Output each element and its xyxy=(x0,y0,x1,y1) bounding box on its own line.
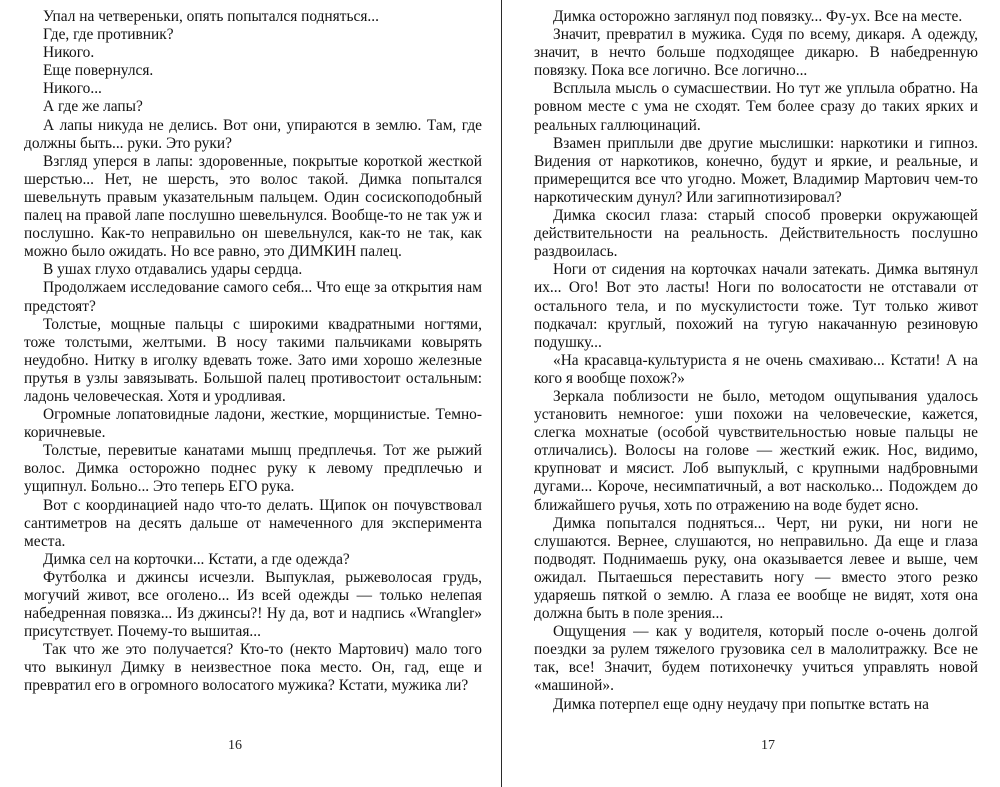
paragraph: А где же лапы? xyxy=(43,98,143,116)
paragraph: В ушах глухо отдавались удары сердца. xyxy=(43,261,303,279)
paragraph: Продолжаем исследование самого себя... Что еще за открытия нам предстоят? xyxy=(24,279,482,315)
paragraph: Всплыла мысль о сумасшествии. Но тут же уплыла обратно. На ровном месте с ума не сходят. Тем более сразу до таких ярких и реальных галлюцинаций. xyxy=(534,80,978,134)
paragraph: А лапы никуда не делись. Вот они, упираются в землю. Там, где должны быть... руки. Это руки? xyxy=(24,116,482,152)
page-number-left: 16 xyxy=(228,738,242,753)
right-page-body xyxy=(534,8,978,714)
paragraph: Огромные лопатовидные ладони, жесткие, морщинистые. Темно-коричневые. xyxy=(24,406,482,442)
paragraph: Зеркала поблизости не было, методом ощупывания удалось установить немногое: уши похожи на человеческие, кажется, слегка мохнатые (особой чувствительностью новые пальцы не отличались). Волосы на голове — жесткий ежик. Нос, видимо, крупноват и мясист. Лоб выпуклый, с крупными надбровными дугами... Короче, несимпатичный, а вот насколько... Подождем до ближайшего ручья, хоть по отражению на воде будет ясно. xyxy=(534,387,978,514)
paragraph: Так что же это получается? Кто-то (некто Мартович) мало того что выкинул Димку в неизвестное пока место. Он, гад, еще и превратил его в огромного волосатого мужика? Кстати, мужика ли? xyxy=(24,641,482,695)
paragraph: Никого. xyxy=(43,44,95,62)
paragraph: Взгляд уперся в лапы: здоровенные, покрытые короткой жесткой шерстью... Нет, не шерсть, это волос такой. Димка попытался шевельнуть правым указательным пальцем. Один сосископодобный палец на правой лапе послушно шевельнулся. Вообще-то не так уж и послушно. Как-то неправильно он шевельнулся, как-то не так, как можно было ожидать. Но все равно, это ДИМКИН палец. xyxy=(24,152,482,261)
paragraph: Взамен приплыли две другие мыслишки: наркотики и гипноз. Видения от наркотиков, конечно, будут и яркие, и реальные, и примерещится все что угодно. Может, Владимир Мартович чем-то наркотическим дунул? Или загипнотизировал? xyxy=(534,134,978,206)
left-page-body xyxy=(24,8,482,696)
paragraph: Никого... xyxy=(43,80,102,98)
left-page xyxy=(24,8,482,696)
right-page xyxy=(534,8,978,714)
paragraph: «На красавца-культуриста я не очень смахиваю... Кстати! А на кого я вообще похож?» xyxy=(534,351,978,387)
paragraph: Значит, превратил в мужика. Судя по всему, дикаря. А одежду, значит, в нечто больше подходящее дикарю. В набедренную повязку. Пока все логично. Все логично... xyxy=(534,26,978,80)
paragraph: Упал на четвереньки, опять попытался подняться... xyxy=(43,8,379,25)
spine-divider xyxy=(501,0,502,787)
paragraph: Ощущения — как у водителя, который после о-очень долгой поездки за рулем тяжелого грузовика сел в малолитражку. Все не так, все! Значит, будем потихонечку учиться управлять новой «машиной». xyxy=(534,623,978,695)
paragraph: Ноги от сидения на корточках начали затекать. Димка вытянул их... Ого! Вот это ласты! Ноги по волосатости не отставали от остального тела, и по мускулистости тоже. Тут только живот подкачал: круглый, похожий на тугую накачанную резиновую подушку... xyxy=(534,261,978,351)
paragraph: Толстые, перевитые канатами мышц предплечья. Тот же рыжий волос. Димка осторожно поднес руку к левому предплечью и ущипнул. Больно... Это теперь ЕГО рука. xyxy=(24,442,482,496)
paragraph: Димка попытался подняться... Черт, ни руки, ни ноги не слушаются. Вернее, слушаются, но неправильно. Да еще и глаза подводят. Поднимаешь руку, она оказывается левее и выше, чем ожидал. Пытаешься переставить ногу — вместо этого резко ударяешь пяткой о землю. А глаза ее вообще не видят, хотя она должна быть в поле зрения... xyxy=(534,514,978,623)
paragraph: Димка скосил глаза: старый способ проверки окружающей действительности на реальность. Действительность послушно раздвоилась. xyxy=(534,207,978,261)
paragraph: Димка потерпел еще одну неудачу при попытке встать на xyxy=(553,695,929,713)
paragraph: Димка осторожно заглянул под повязку... Фу-ух. Все на месте. xyxy=(553,8,963,25)
paragraph: Где, где противник? xyxy=(43,26,174,44)
page-number-right: 17 xyxy=(761,738,775,753)
paragraph: Вот с координацией надо что-то делать. Щипок он почувствовал сантиметров на десять дальше от намеченного для эксперимента места. xyxy=(24,496,482,550)
paragraph: Толстые, мощные пальцы с широкими квадратными ногтями, тоже толстыми, желтыми. В носу такими пальчиками ковырять неудобно. Нитку в иголку вдевать тоже. Зато ими хорошо железные прутья в узлы завязывать. Большой палец противостоит остальным: ладонь человеческая. Хотя и уродливая. xyxy=(24,315,482,405)
paragraph: Еще повернулся. xyxy=(43,62,154,80)
paragraph: Димка сел на корточки... Кстати, а где одежда? xyxy=(43,550,350,568)
paragraph: Футболка и джинсы исчезли. Выпуклая, рыжеволосая грудь, могучий живот, все оголено... Из всей одежды — только нелепая набедренная повязка... Из джинсы?! Ну да, вот и надпись «Wrangler» присутствует. Почему-то вышитая... xyxy=(24,568,482,641)
